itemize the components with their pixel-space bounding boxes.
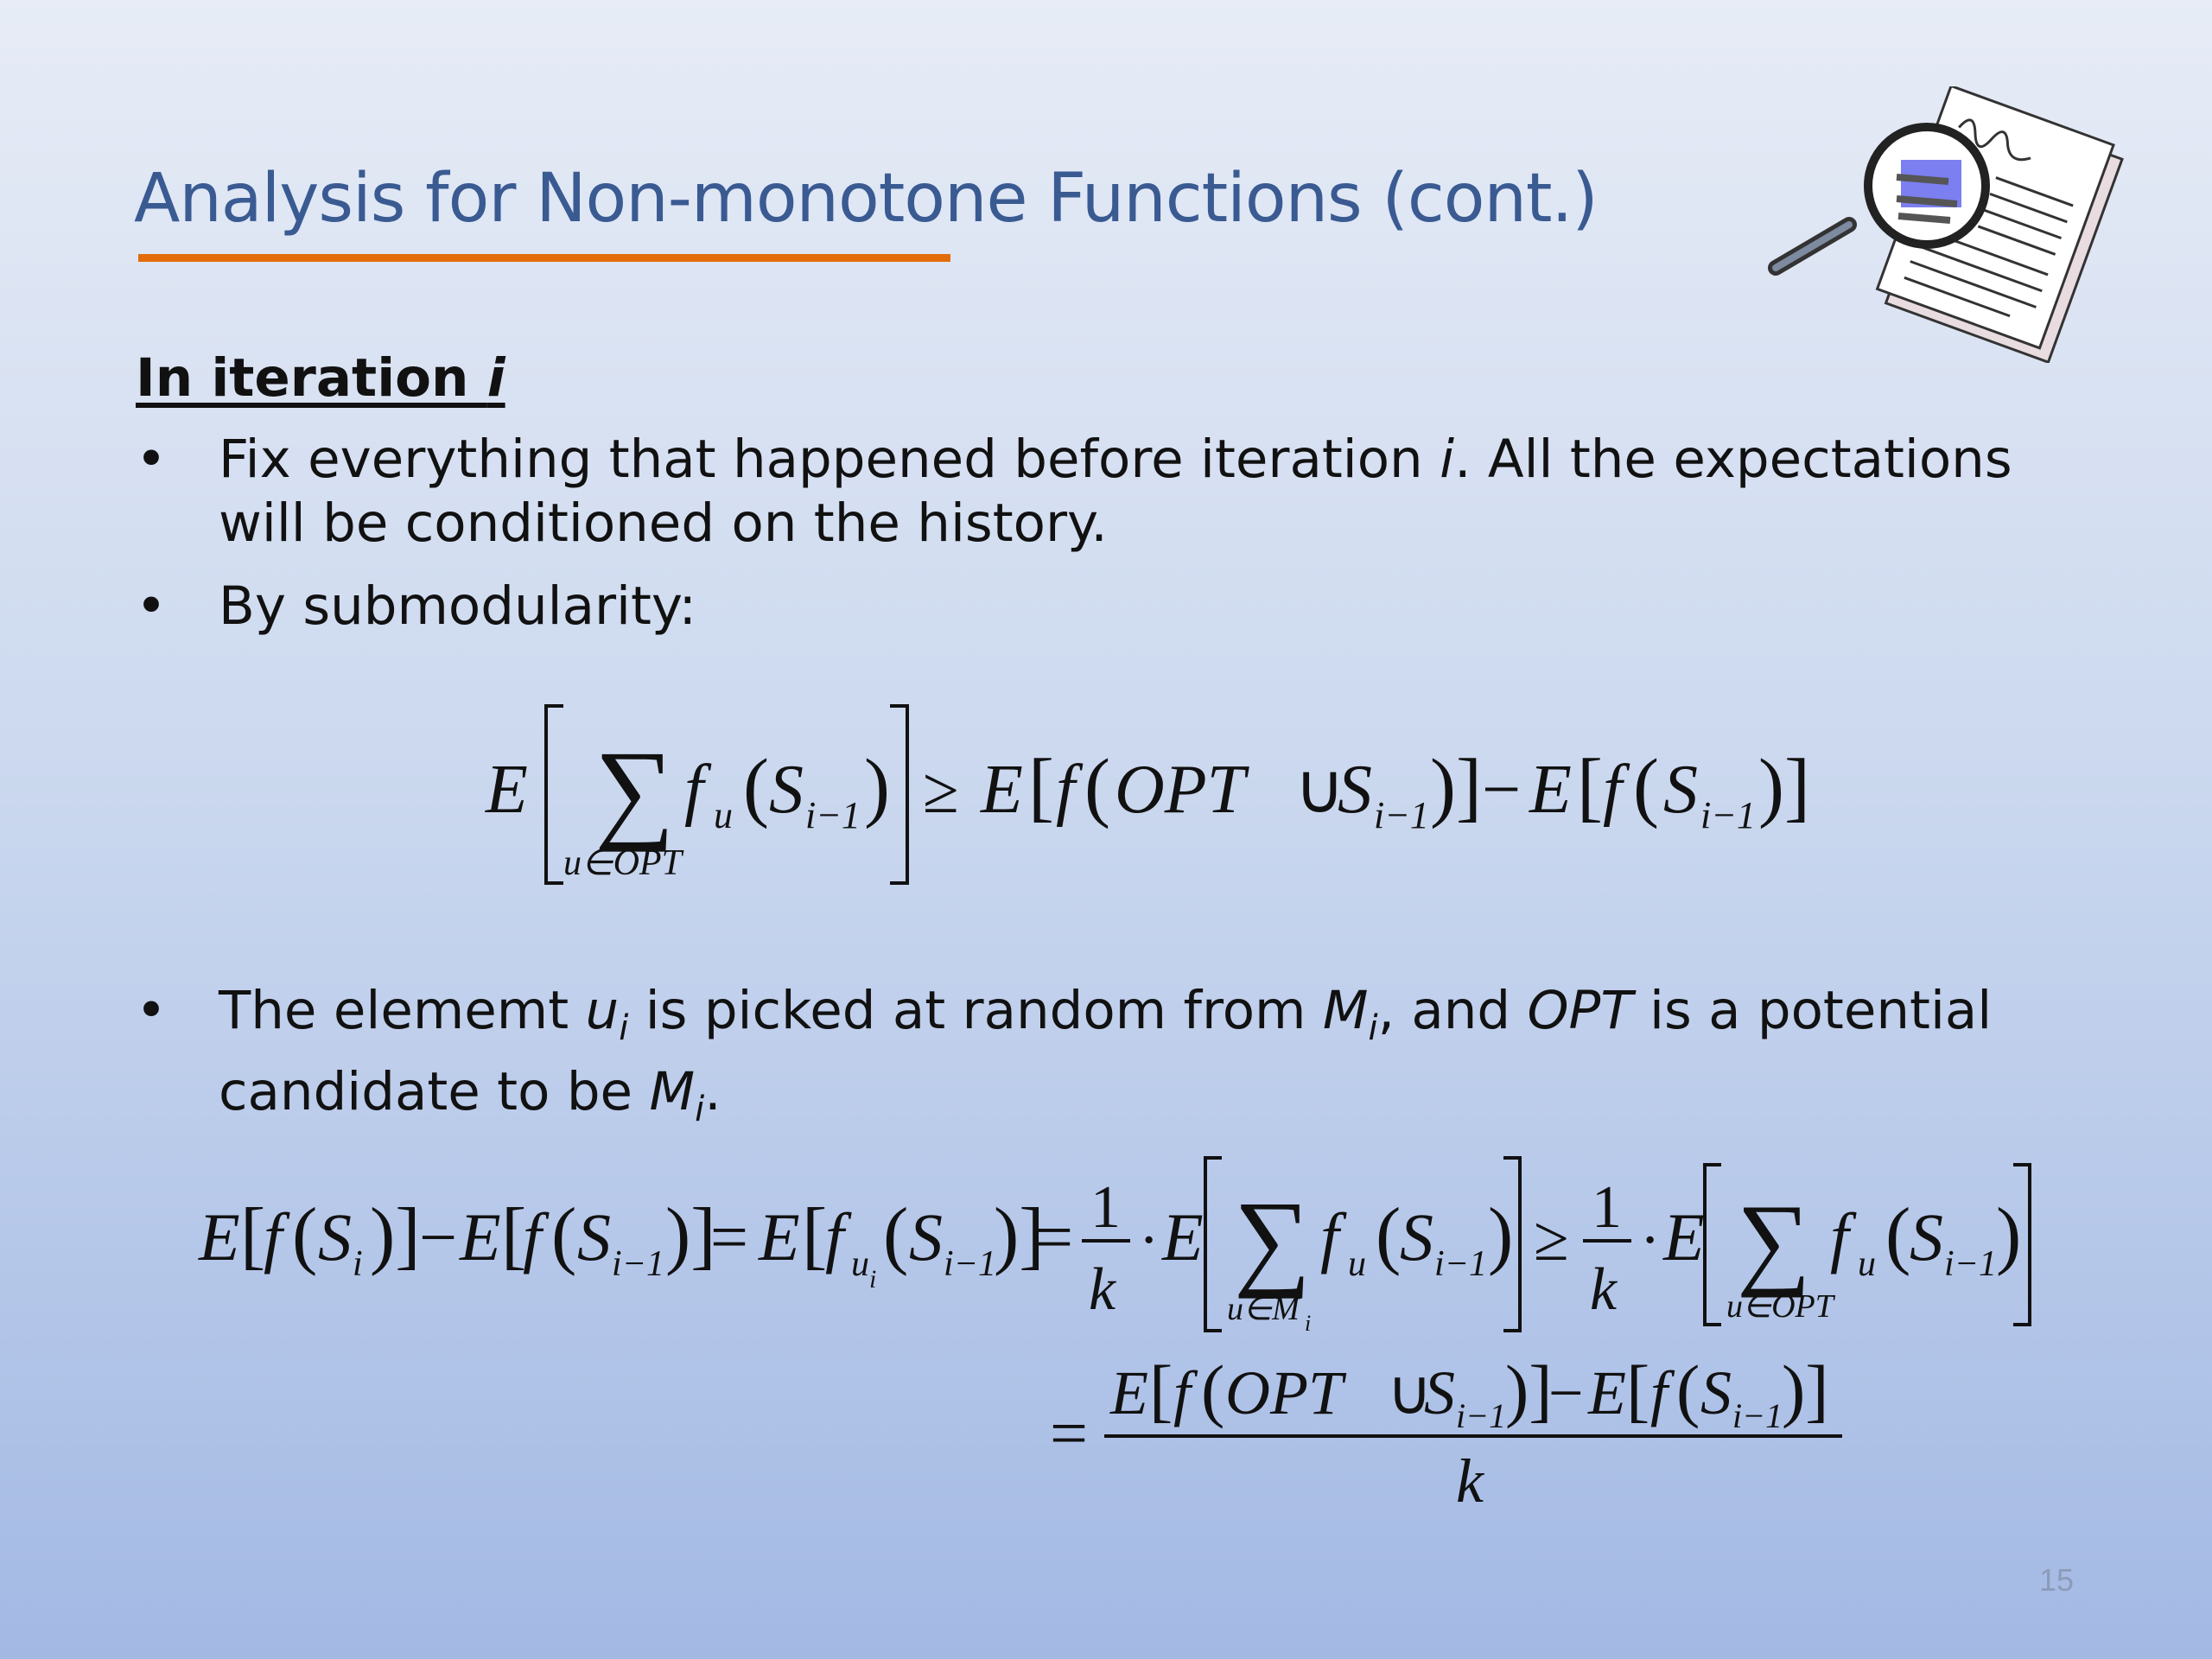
slide-title: Analysis for Non-monotone Functions (cont.) <box>134 160 1598 238</box>
svg-text:u∈OPT: u∈OPT <box>1726 1288 1834 1325</box>
svg-text:f: f <box>1320 1199 1339 1274</box>
svg-text:E: E <box>1110 1358 1148 1427</box>
svg-text:−: − <box>419 1199 457 1274</box>
bullet-text: By submodularity: <box>219 575 697 637</box>
svg-text:≥: ≥ <box>1534 1204 1569 1274</box>
svg-text:i−1: i−1 <box>612 1244 665 1284</box>
svg-text:−: − <box>1482 752 1522 828</box>
bullet-marker: • <box>136 980 167 1041</box>
svg-text:f: f <box>825 1199 844 1274</box>
svg-text:): ) <box>1488 1193 1514 1277</box>
svg-text:OPT: OPT <box>1115 752 1246 828</box>
svg-text:i: i <box>869 1265 877 1294</box>
svg-text:[: [ <box>501 1193 527 1277</box>
svg-text:): ) <box>864 744 890 830</box>
svg-text:i−1: i−1 <box>944 1244 997 1284</box>
svg-text:k: k <box>1089 1256 1116 1323</box>
svg-text:S: S <box>909 1199 943 1274</box>
svg-text:E: E <box>199 1199 240 1274</box>
svg-text:·: · <box>1640 1207 1661 1274</box>
page-number: 15 <box>2039 1562 2075 1598</box>
svg-text:u∈OPT: u∈OPT <box>563 843 682 883</box>
svg-text:[: [ <box>1626 1351 1650 1429</box>
sum-symbol: ∑ <box>1737 1183 1811 1298</box>
svg-text:i−1: i−1 <box>1700 794 1756 836</box>
svg-text:[: [ <box>1149 1351 1173 1429</box>
svg-text:S: S <box>1424 1358 1455 1427</box>
svg-text:S: S <box>318 1199 352 1274</box>
svg-text:E: E <box>1663 1199 1705 1274</box>
svg-text:·: · <box>1139 1207 1160 1274</box>
svg-text:): ) <box>1996 1193 2022 1277</box>
svg-text:f: f <box>1173 1358 1192 1427</box>
svg-text:E: E <box>1588 1358 1626 1427</box>
svg-text:(: ( <box>551 1193 577 1277</box>
svg-text:S: S <box>769 752 804 828</box>
svg-text:f: f <box>1830 1199 1849 1274</box>
svg-text:∪: ∪ <box>1294 752 1345 828</box>
svg-text:E: E <box>460 1199 501 1274</box>
sum-symbol: ∑ <box>1234 1180 1312 1300</box>
svg-text:u: u <box>1858 1244 1876 1284</box>
svg-text:E: E <box>1162 1199 1204 1274</box>
svg-text:[: [ <box>1577 744 1603 830</box>
svg-text:E: E <box>1529 752 1572 828</box>
section-heading: In iteration i <box>136 347 505 409</box>
svg-text:f: f <box>684 752 704 828</box>
svg-text:∪: ∪ <box>1387 1358 1433 1427</box>
svg-text:(: ( <box>1633 744 1659 830</box>
svg-text:)]: )] <box>1758 744 1810 830</box>
svg-text:f: f <box>523 1199 542 1274</box>
svg-text:)]: )] <box>994 1193 1045 1277</box>
svg-text:i: i <box>1305 1311 1312 1336</box>
svg-text:u: u <box>851 1244 869 1284</box>
svg-text:(: ( <box>883 1193 909 1277</box>
svg-text:(: ( <box>1885 1193 1911 1277</box>
svg-text:)]: )] <box>370 1193 421 1277</box>
bullet-text: The elememt $u_i$ is picked at random from $M_i$, and OPT is a potential candidate to be $M_i$. <box>219 980 1993 1130</box>
bullet-text: Fix everything that happened before iteration i. All the expectations will be conditioned on the history. <box>219 429 2012 554</box>
svg-text:(: ( <box>1376 1193 1402 1277</box>
svg-text:S: S <box>1400 1199 1433 1274</box>
svg-text:)]: )] <box>1505 1351 1553 1429</box>
title-underline-rule <box>138 254 950 262</box>
svg-text:E: E <box>981 752 1023 828</box>
svg-text:f: f <box>1603 752 1623 828</box>
svg-text:=: = <box>1050 1395 1088 1471</box>
svg-text:(: ( <box>743 744 769 830</box>
svg-text:i−1: i−1 <box>1456 1396 1507 1435</box>
magnifier-over-document-icon <box>1758 86 2130 363</box>
svg-text:)]: )] <box>1430 744 1482 830</box>
svg-text:)]: )] <box>1782 1351 1829 1429</box>
svg-text:[: [ <box>1028 744 1054 830</box>
svg-text:[: [ <box>802 1193 828 1277</box>
svg-text:1: 1 <box>1592 1174 1622 1241</box>
svg-text:(: ( <box>292 1193 318 1277</box>
svg-text:(: ( <box>1201 1351 1225 1429</box>
svg-text:f: f <box>264 1199 283 1274</box>
svg-text:f: f <box>1650 1358 1669 1427</box>
svg-text:=: = <box>710 1199 748 1274</box>
svg-text:k: k <box>1456 1446 1484 1516</box>
svg-text:i−1: i−1 <box>1944 1244 1998 1284</box>
svg-text:S: S <box>577 1199 611 1274</box>
bullet-marker: • <box>136 429 167 490</box>
svg-text:i−1: i−1 <box>1732 1396 1783 1435</box>
svg-text:f: f <box>1056 752 1076 828</box>
svg-text:S: S <box>1338 752 1372 828</box>
svg-text:E: E <box>759 1199 800 1274</box>
svg-text:(: ( <box>1676 1351 1700 1429</box>
svg-text:u∈M: u∈M <box>1227 1291 1300 1327</box>
svg-text:i−1: i−1 <box>1374 794 1429 836</box>
svg-text:(: ( <box>1084 744 1110 830</box>
svg-text:k: k <box>1590 1256 1618 1323</box>
svg-text:=: = <box>1035 1199 1073 1274</box>
svg-text:E: E <box>486 752 528 828</box>
svg-text:S: S <box>1663 752 1698 828</box>
svg-text:i: i <box>353 1244 363 1284</box>
svg-text:)]: )] <box>665 1193 716 1277</box>
svg-text:u: u <box>714 794 733 836</box>
svg-text:1: 1 <box>1090 1174 1121 1241</box>
svg-text:i−1: i−1 <box>805 794 861 836</box>
svg-text:[: [ <box>240 1193 266 1277</box>
svg-text:i−1: i−1 <box>1434 1244 1488 1284</box>
svg-text:−: − <box>1548 1358 1584 1427</box>
sum-symbol: ∑ <box>594 728 675 853</box>
svg-text:OPT: OPT <box>1225 1358 1344 1427</box>
svg-text:u: u <box>1348 1244 1366 1284</box>
bullet-marker: • <box>136 575 167 637</box>
svg-text:S: S <box>1700 1358 1732 1427</box>
svg-text:≥: ≥ <box>923 754 959 827</box>
svg-text:S: S <box>1910 1199 1943 1274</box>
